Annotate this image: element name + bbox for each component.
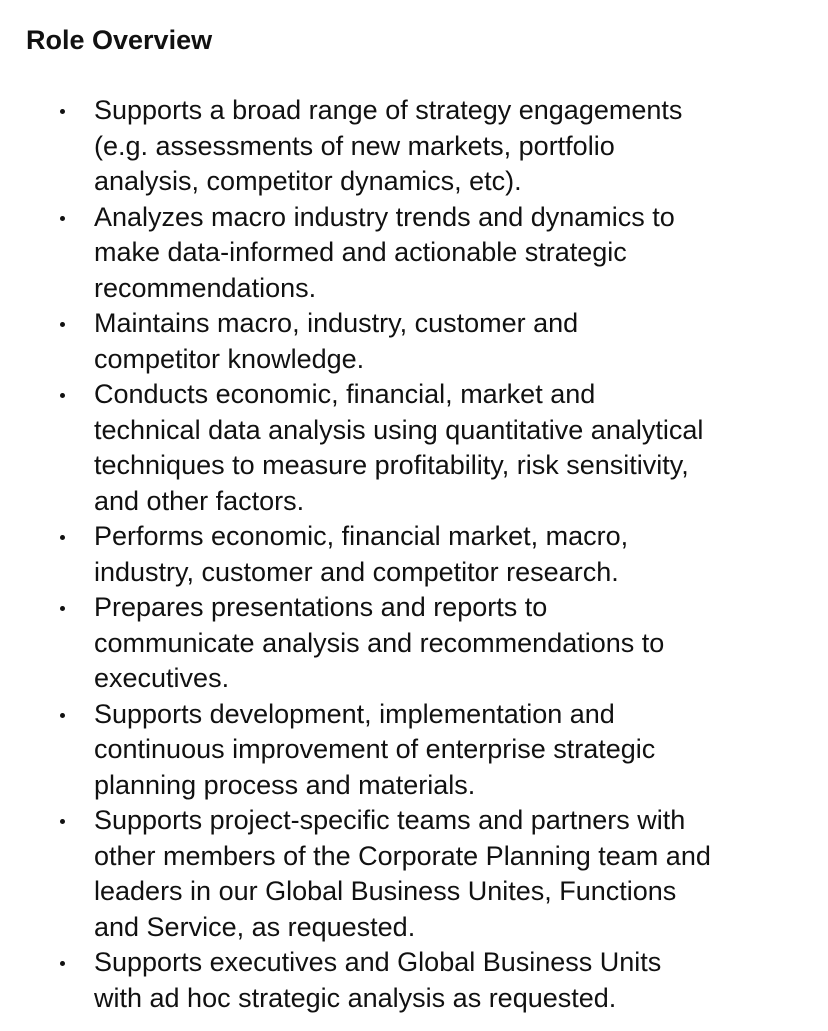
list-item-text: Supports project-specific teams and partners with other members of the Corporate Planning team and leaders in our Global Business Unites, Functions and Service, as requested.	[94, 805, 711, 942]
list-item	[0, 945, 828, 1016]
list-item-text: Maintains macro, industry, customer and competitor knowledge.	[94, 308, 579, 374]
list-item-text: Supports a broad range of strategy engagements (e.g. assessments of new markets, portfolio analysis, competitor dynamics, etc).	[94, 95, 683, 196]
list-item	[0, 590, 828, 697]
bullet-icon	[60, 109, 65, 114]
section-heading: Role Overview	[26, 25, 213, 55]
list-item	[0, 519, 828, 590]
list-item	[0, 93, 828, 200]
bullet-icon	[60, 819, 65, 824]
list-item	[0, 377, 828, 519]
list-item-text: Supports development, implementation and continuous improvement of enterprise strategic planning process and materials.	[94, 698, 656, 800]
bullet-icon	[60, 535, 65, 540]
list-item-text: Analyzes macro industry trends and dynamics to make data-informed and actionable strategic recommendations.	[94, 201, 675, 303]
list-item-text: Conducts economic, financial, market and technical data analysis using quantitative analytical techniques to measure profitability, risk sensitivity, and other factors.	[94, 379, 704, 516]
bullet-icon	[60, 606, 65, 611]
bullet-icon	[60, 216, 65, 221]
list-item	[0, 200, 828, 307]
bullet-icon	[60, 322, 65, 327]
bullet-icon	[60, 713, 65, 718]
role-overview-list	[0, 93, 828, 1016]
bullet-icon	[60, 961, 65, 966]
list-item	[0, 697, 828, 804]
list-item	[0, 306, 828, 377]
list-item-text: Performs economic, financial market, macro, industry, customer and competitor research.	[94, 521, 629, 587]
list-item-text: Prepares presentations and reports to communicate analysis and recommendations to executives.	[94, 592, 665, 693]
bullet-icon	[60, 393, 65, 398]
list-item-text: Supports executives and Global Business Units with ad hoc strategic analysis as requested.	[94, 947, 662, 1013]
list-item	[0, 803, 828, 945]
